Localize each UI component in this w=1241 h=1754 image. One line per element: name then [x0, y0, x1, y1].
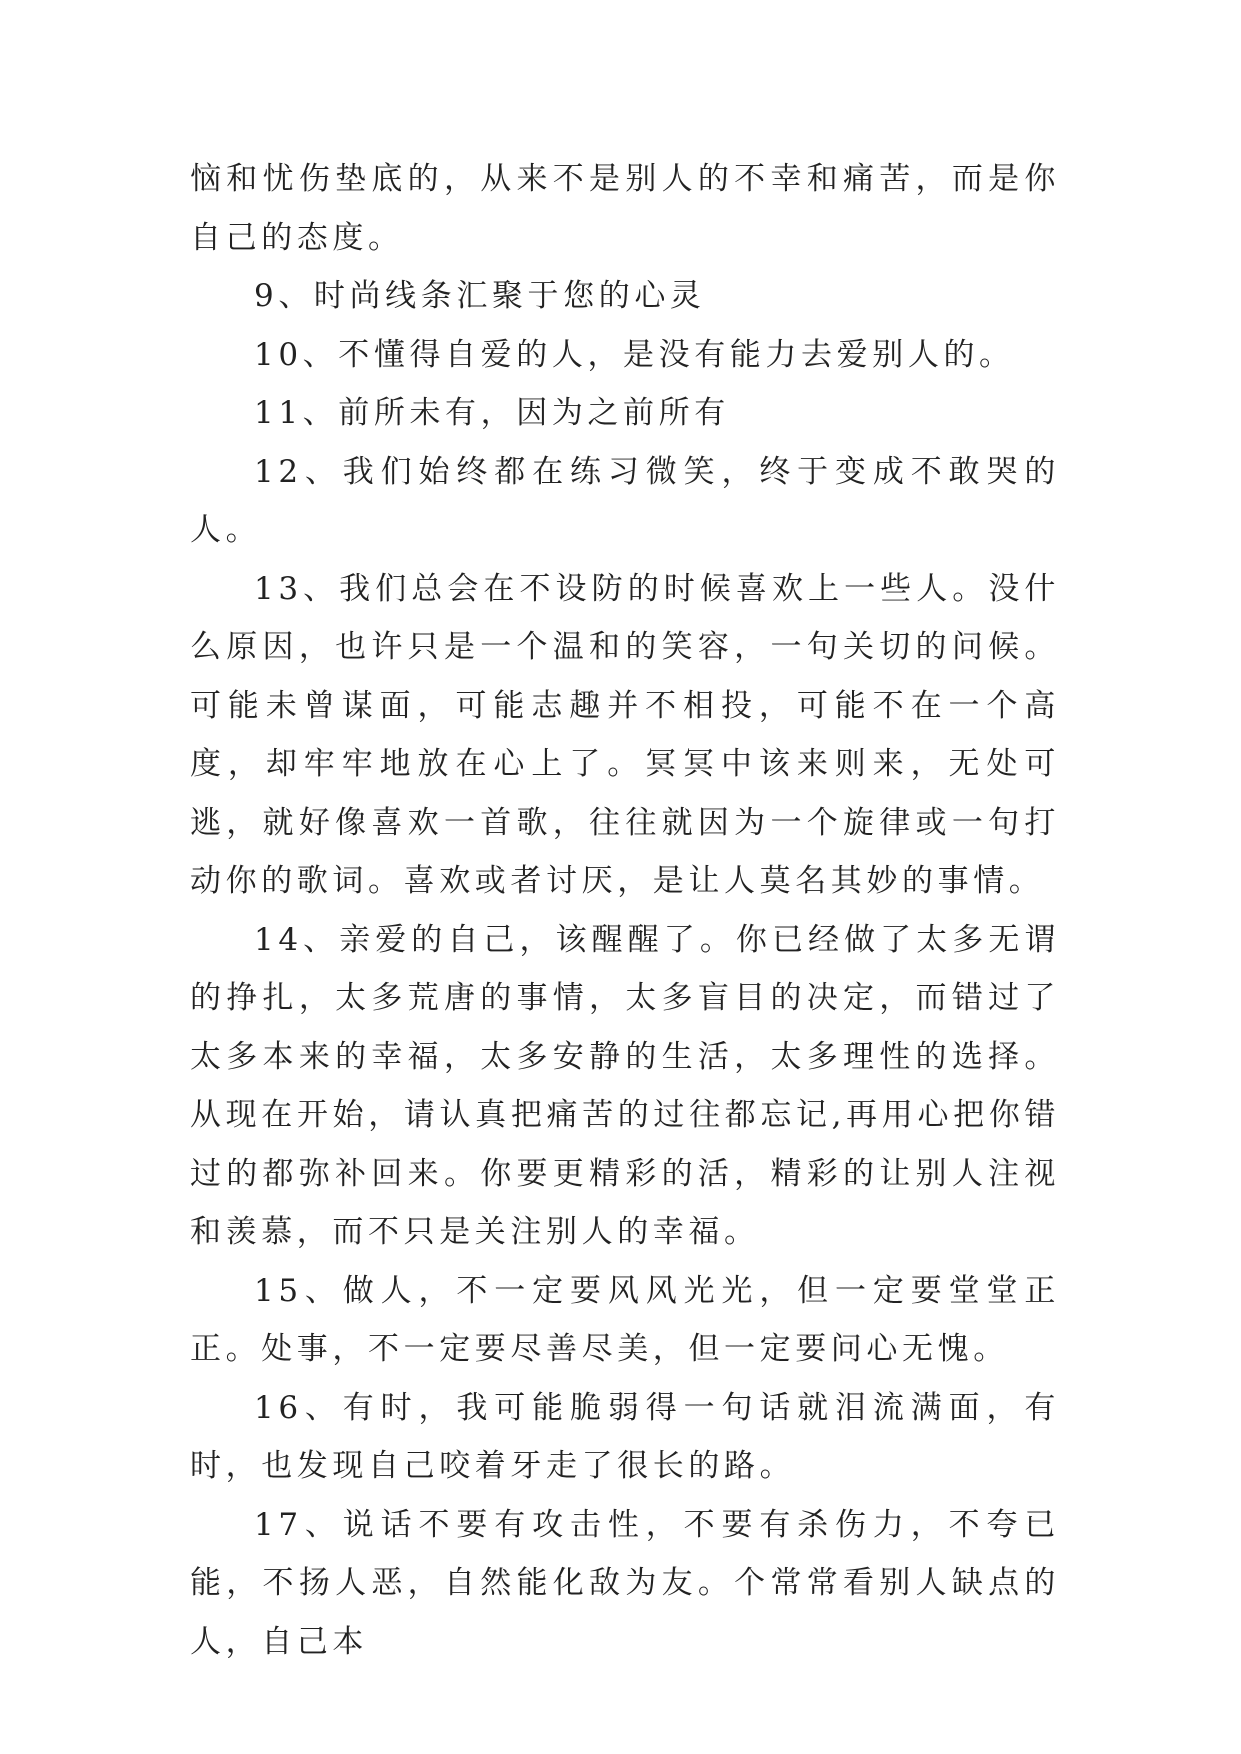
- paragraph-14: 14、亲爱的自己，该醒醒了。你已经做了太多无谓的挣扎，太多荒唐的事情，太多盲目的决定，而错过了太多本来的幸福，太多安静的生活，太多理性的选择。从现在开始，请认真把痛苦的过往都忘记,再用心把你错过的都弥补回来。你要更精彩的活，精彩的让别人注视和羡慕，而不只是关注别人的幸福。: [190, 921, 1060, 1250]
- paragraph-11: 11、前所未有，因为之前所有: [254, 395, 730, 431]
- paragraph-10: 10、不懂得自爱的人，是没有能力去爱别人的。: [254, 336, 1015, 373]
- paragraph-13: 13、我们总会在不设防的时候喜欢上一些人。没什么原因，也许只是一个温和的笑容，一句关切的问候。可能未曾谋面，可能志趣并不相投，可能不在一个高度，却牢牢地放在心上了。冥冥中该来则来，无处可逃，就好像喜欢一首歌，往往就因为一个旋律或一句打动你的歌词。喜欢或者讨厌，是让人莫名其妙的事情。: [190, 570, 1060, 899]
- paragraph-8-continued: 恼和忧伤垫底的，从来不是别人的不幸和痛苦，而是你自己的态度。: [190, 161, 1060, 256]
- paragraph-16: 16、有时，我可能脆弱得一句话就泪流满面，有时，也发现自己咬着牙走了很长的路。: [190, 1389, 1060, 1484]
- paragraph-12: 12、我们始终都在练习微笑，终于变成不敢哭的人。: [190, 453, 1060, 548]
- paragraph-17: 17、说话不要有攻击性，不要有杀伤力，不夸已能，不扬人恶，自然能化敌为友。个常常看别人缺点的人，自己本: [190, 1506, 1060, 1660]
- document-body: [190, 150, 1060, 1671]
- paragraph-15: 15、做人，不一定要风风光光，但一定要堂堂正正。处事，不一定要尽善尽美，但一定要问心无愧。: [190, 1272, 1060, 1367]
- paragraph-9: 9、时尚线条汇聚于您的心灵: [254, 278, 706, 314]
